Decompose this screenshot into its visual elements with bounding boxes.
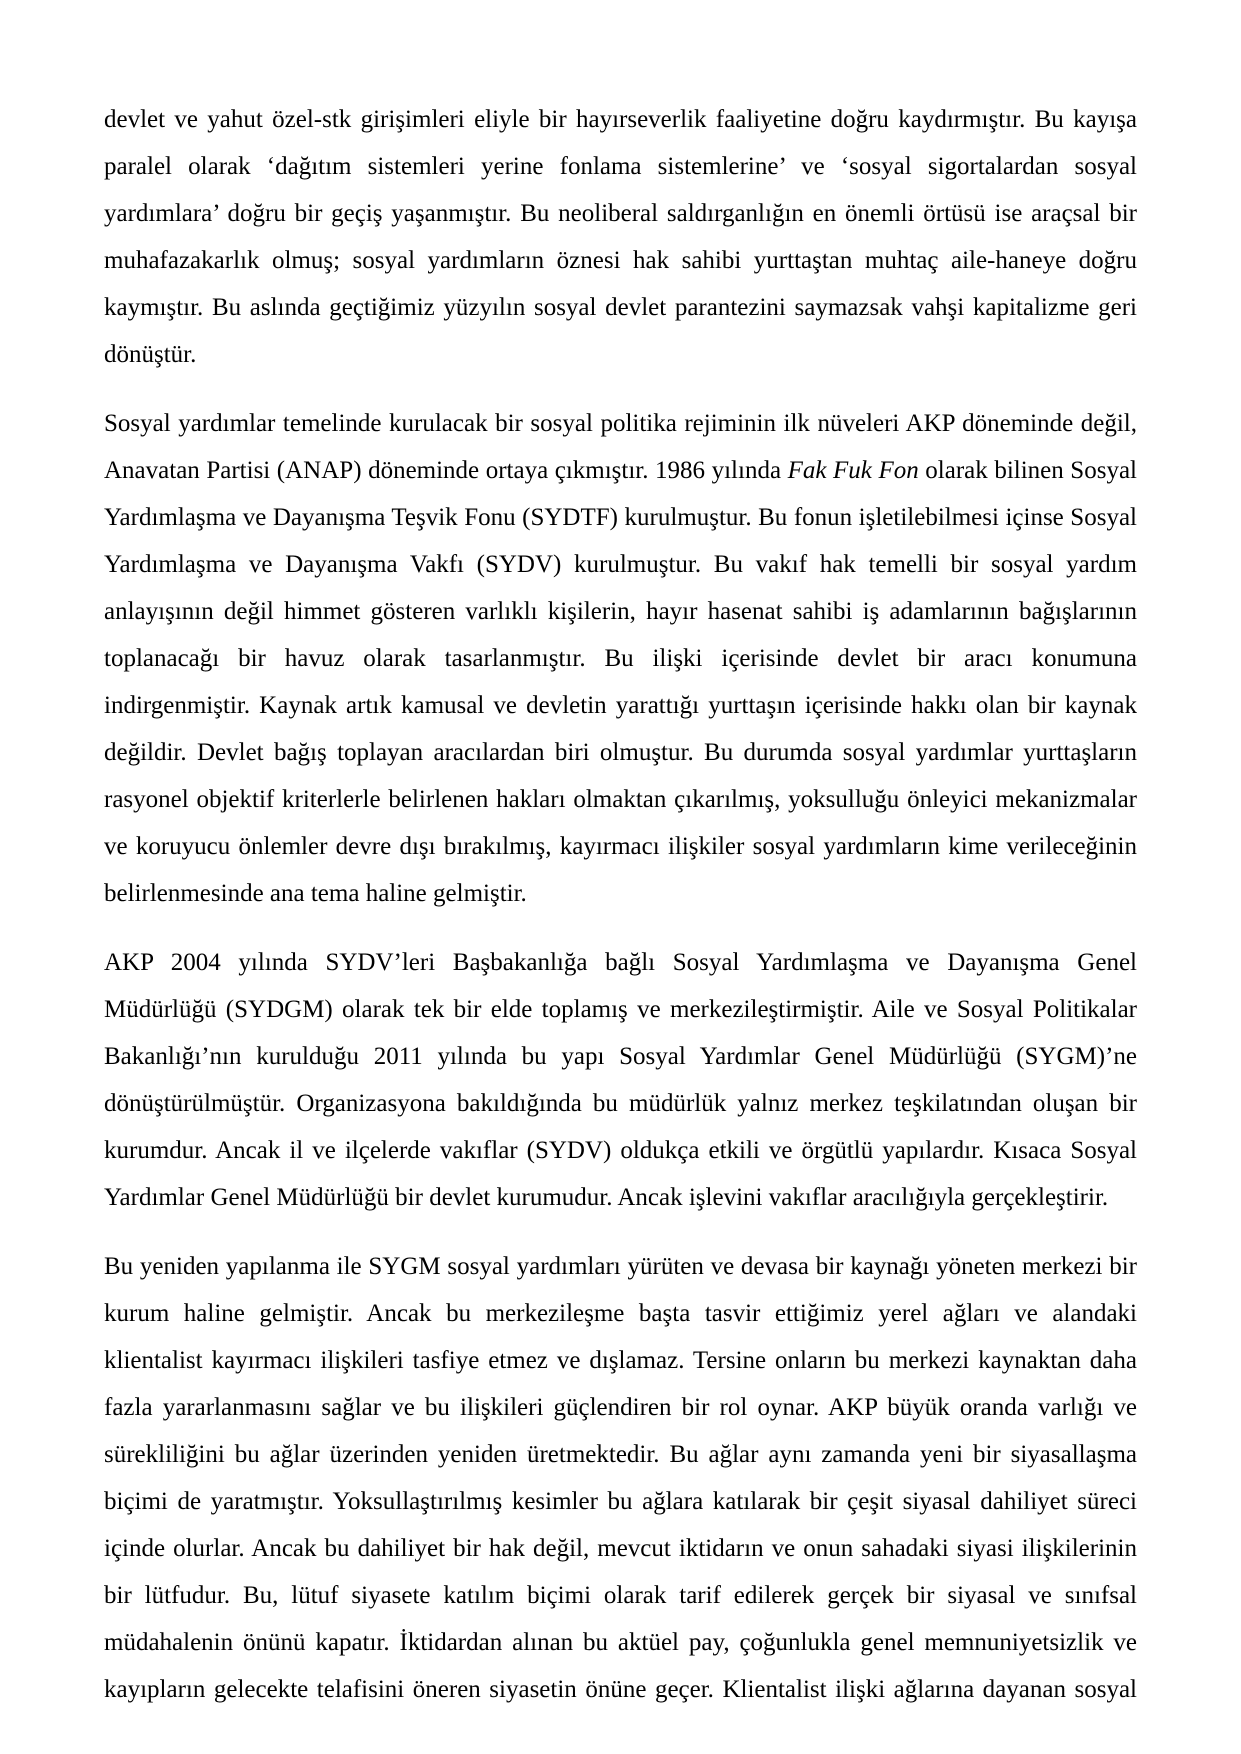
paragraph-2-text-after-italic: olarak bilinen Sosyal Yardımlaşma ve Dayanışma Teşvik Fonu (SYDTF) kurulmuştur. Bu fonun işletilebilmesi içinse Sosyal Yardımlaşma ve Dayanışma Vakfı (SYDV) kurulmuştur. Bu vakıf hak temelli bir sosyal yardım anlayışının değil himmet gösteren varlıklı kişilerin, hayır hasenat sahibi iş adamlarının bağışlarının toplanacağı bir havuz olarak tasarlanmıştır. Bu ilişki içerisinde devlet bir aracı konumuna indirgenmiştir. Kaynak artık kamusal ve devletin yarattığı yurttaşın içerisinde hakkı olan bir kaynak değildir. Devlet bağış toplayan aracılardan biri olmuştur. Bu durumda sosyal yardımlar yurttaşların rasyonel objektif kriterlerle belirlenen hakları olmaktan çıkarılmış, yoksulluğu önleyici mekanizmalar ve koruyucu önlemler devre dışı bırakılmış, kayırmacı ilişkiler sosyal yardımların kime verileceğinin belirlenmesinde ana tema haline gelmiştir. bbox=[104, 457, 1137, 907]
paragraph-2-text-before-italic: Sosyal yardımlar temelinde kurulacak bir sosyal politika rejiminin ilk nüveleri AKP döneminde değil, Anavatan Partisi (ANAP) döneminde ortaya çıkmıştır. 1986 yılında bbox=[104, 410, 1137, 484]
paragraph-1: devlet ve yahut özel-stk girişimleri eliyle bir hayırseverlik faaliyetine doğru kaydırmıştır. Bu kayışa paralel olarak ‘dağıtım sistemleri yerine fonlama sistemlerine’ ve ‘sosyal sigortalardan sosyal yardımlara’ doğru bir geçiş yaşanmıştır. Bu neoliberal saldırganlığın en önemli örtüsü ise araçsal bir muhafazakarlık olmuş; sosyal yardımların öznesi hak sahibi yurttaştan muhtaç aile-haneye doğru kaymıştır. Bu aslında geçtiğimiz yüzyılın sosyal devlet parantezini saymazsak vahşi kapitalizme geri dönüştür. bbox=[104, 106, 1137, 368]
document-body bbox=[104, 96, 1137, 1713]
italic-phrase-fak-fuk-fon: Fak Fuk Fon bbox=[787, 457, 919, 484]
paragraph-2 bbox=[104, 400, 1137, 917]
paragraph-3: AKP 2004 yılında SYDV’leri Başbakanlığa bağlı Sosyal Yardımlaşma ve Dayanışma Genel Müdürlüğü (SYDGM) olarak tek bir elde toplamış ve merkezileştirmiştir. Aile ve Sosyal Politikalar Bakanlığı’nın kurulduğu 2011 yılında bu yapı Sosyal Yardımlar Genel Müdürlüğü (SYGM)’ne dönüştürülmüştür. Organizasyona bakıldığında bu müdürlük yalnız merkez teşkilatından oluşan bir kurumdur. Ancak il ve ilçelerde vakıflar (SYDV) oldukça etkili ve örgütlü yapılardır. Kısaca Sosyal Yardımlar Genel Müdürlüğü bir devlet kurumudur. Ancak işlevini vakıflar aracılığıyla gerçekleştirir. bbox=[104, 949, 1137, 1211]
paragraph-4: Bu yeniden yapılanma ile SYGM sosyal yardımları yürüten ve devasa bir kaynağı yöneten merkezi bir kurum haline gelmiştir. Ancak bu merkezileşme başta tasvir ettiğimiz yerel ağları ve alandaki klientalist kayırmacı ilişkileri tasfiye etmez ve dışlamaz. Tersine onların bu merkezi kaynaktan daha fazla yararlanmasını sağlar ve bu ilişkileri güçlendiren bir rol oynar. AKP büyük oranda varlığı ve sürekliliğini bu ağlar üzerinden yeniden üretmektedir. Bu ağlar aynı zamanda yeni bir siyasallaşma biçimi de yaratmıştır. Yoksullaştırılmış kesimler bu ağlara katılarak bir çeşit siyasal dahiliyet süreci içinde olurlar. Ancak bu dahiliyet bir hak değil, mevcut iktidarın ve onun sahadaki siyasi ilişkilerinin bir lütfudur. Bu, lütuf siyasete katılım biçimi olarak tarif edilerek gerçek bir siyasal ve sınıfsal müdahalenin önünü kapatır. İktidardan alınan bu aktüel pay, çoğunlukla genel memnuniyetsizlik ve kayıpların gelecekte telafisini öneren siyasetin önüne geçer. Klientalist ilişki ağlarına dayanan sosyal bbox=[104, 1253, 1137, 1703]
